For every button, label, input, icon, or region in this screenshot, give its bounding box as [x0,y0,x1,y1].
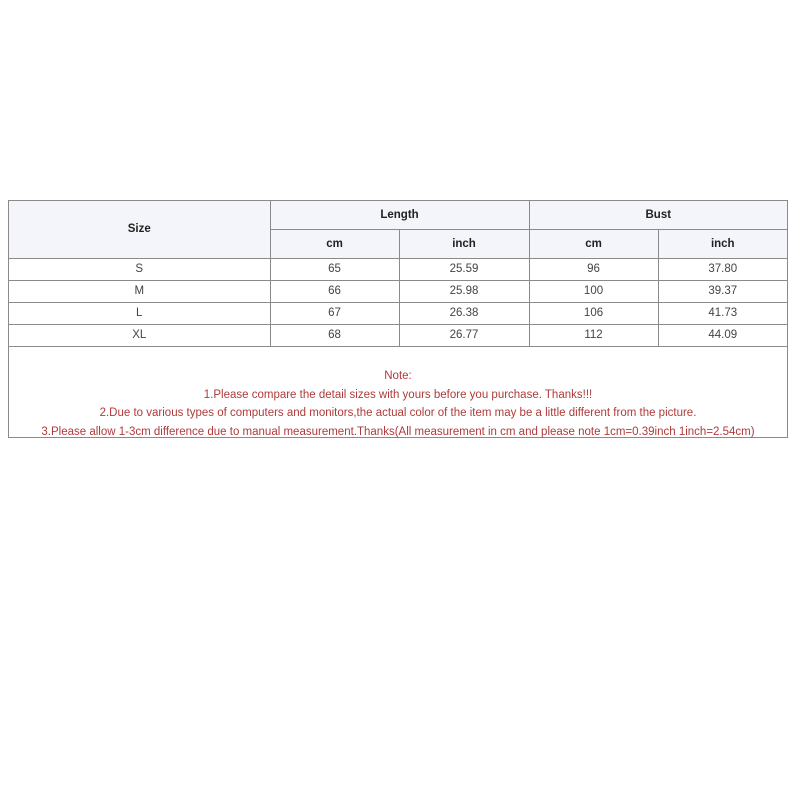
length-cm-cell: 66 [270,280,399,302]
table-row [9,280,787,302]
bust-inch-header: inch [658,229,787,258]
length-cm-header: cm [270,229,399,258]
bust-cm-cell: 100 [529,280,658,302]
note-line: 3.Please allow 1-3cm difference due to manual measurement.Thanks(All measurement in cm and please note 1cm=0.39inch 1inch=2.54cm) [41,425,755,438]
notes [9,367,787,441]
length-inch-cell: 25.98 [399,280,529,302]
length-inch-header: inch [399,229,529,258]
length-cm-cell: 67 [270,302,399,324]
table-row [9,258,787,280]
bust-header: Bust [529,201,787,229]
bust-cm-header: cm [529,229,658,258]
table-header-row [9,201,787,229]
size-cell: XL [9,324,270,346]
table-row [9,324,787,346]
bust-inch-cell: 39.37 [658,280,787,302]
length-inch-cell: 25.59 [399,258,529,280]
bust-cm-cell: 112 [529,324,658,346]
length-cm-cell: 68 [270,324,399,346]
note-title: Note: [384,370,412,382]
size-header: Size [9,201,270,258]
bust-inch-cell: 37.80 [658,258,787,280]
table-row [9,302,787,324]
note-line: 2.Due to various types of computers and monitors,the actual color of the item may be a little different from the picture. [99,407,697,419]
bust-cm-cell: 106 [529,302,658,324]
size-chart [8,200,788,438]
length-header: Length [270,201,529,229]
size-cell: M [9,280,270,302]
size-table [9,201,787,347]
bust-cm-cell: 96 [529,258,658,280]
bust-inch-cell: 41.73 [658,302,787,324]
length-inch-cell: 26.77 [399,324,529,346]
bust-inch-cell: 44.09 [658,324,787,346]
length-cm-cell: 65 [270,258,399,280]
note-line: 1.Please compare the detail sizes with yours before you purchase. Thanks!!! [203,388,593,401]
size-cell: L [9,302,270,324]
length-inch-cell: 26.38 [399,302,529,324]
size-cell: S [9,258,270,280]
